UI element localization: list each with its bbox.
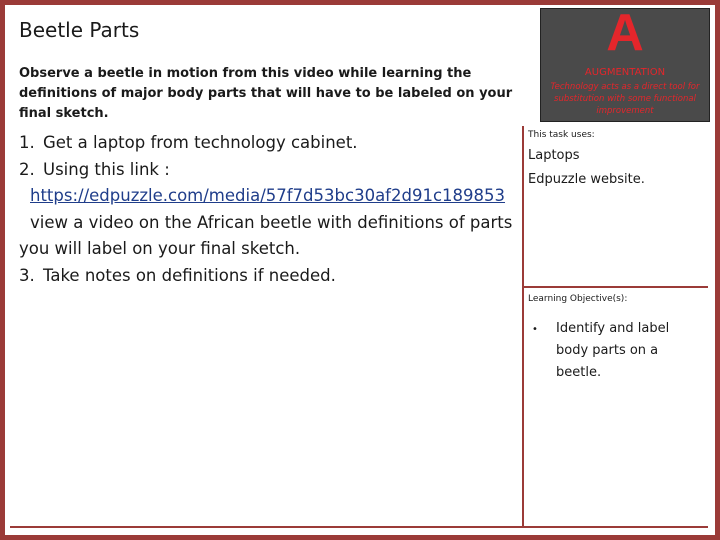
badge-word: AUGMENTATION	[584, 67, 666, 78]
step-text: Get a laptop from technology cabinet.	[43, 133, 358, 152]
step-text-continued: view a video on the African beetle with definitions of parts	[30, 212, 513, 232]
bullet-icon: •	[532, 324, 538, 335]
step-number: 1.	[19, 133, 35, 152]
samr-badge	[540, 4, 710, 122]
step-2	[19, 157, 519, 263]
badge-letter: A	[606, 4, 644, 62]
task-uses-item: Laptops	[528, 148, 580, 163]
page-subtitle: Observe a beetle in motion from this video while learning the definitions of major body parts that will have to be labeled on your final sketch.	[19, 66, 513, 121]
step-number: 3.	[19, 265, 35, 285]
page-title: Beetle Parts	[19, 18, 140, 42]
step-text: Using this link :	[43, 159, 170, 179]
step-text: Take notes on definitions if needed.	[43, 265, 336, 285]
task-uses-box	[522, 126, 708, 288]
step-3	[19, 263, 519, 290]
step-1	[19, 130, 519, 157]
learning-objective-text: Identify and label body parts on a beetle.	[556, 321, 670, 380]
step-text-continued: you will label on your final sketch.	[19, 239, 301, 258]
learning-objective-box	[522, 288, 708, 528]
step-number: 2.	[19, 159, 35, 179]
learning-objective-label: Learning Objective(s):	[528, 294, 628, 304]
instruction-steps	[19, 130, 519, 289]
task-uses-item: Edpuzzle website.	[528, 172, 645, 187]
task-uses-label: This task uses:	[528, 130, 595, 140]
edpuzzle-link[interactable]: https://edpuzzle.com/media/57f7d53bc30af2d91c189853	[30, 186, 506, 205]
badge-description: Technology acts as a direct tool for substitution with some functional improvement	[550, 82, 700, 116]
